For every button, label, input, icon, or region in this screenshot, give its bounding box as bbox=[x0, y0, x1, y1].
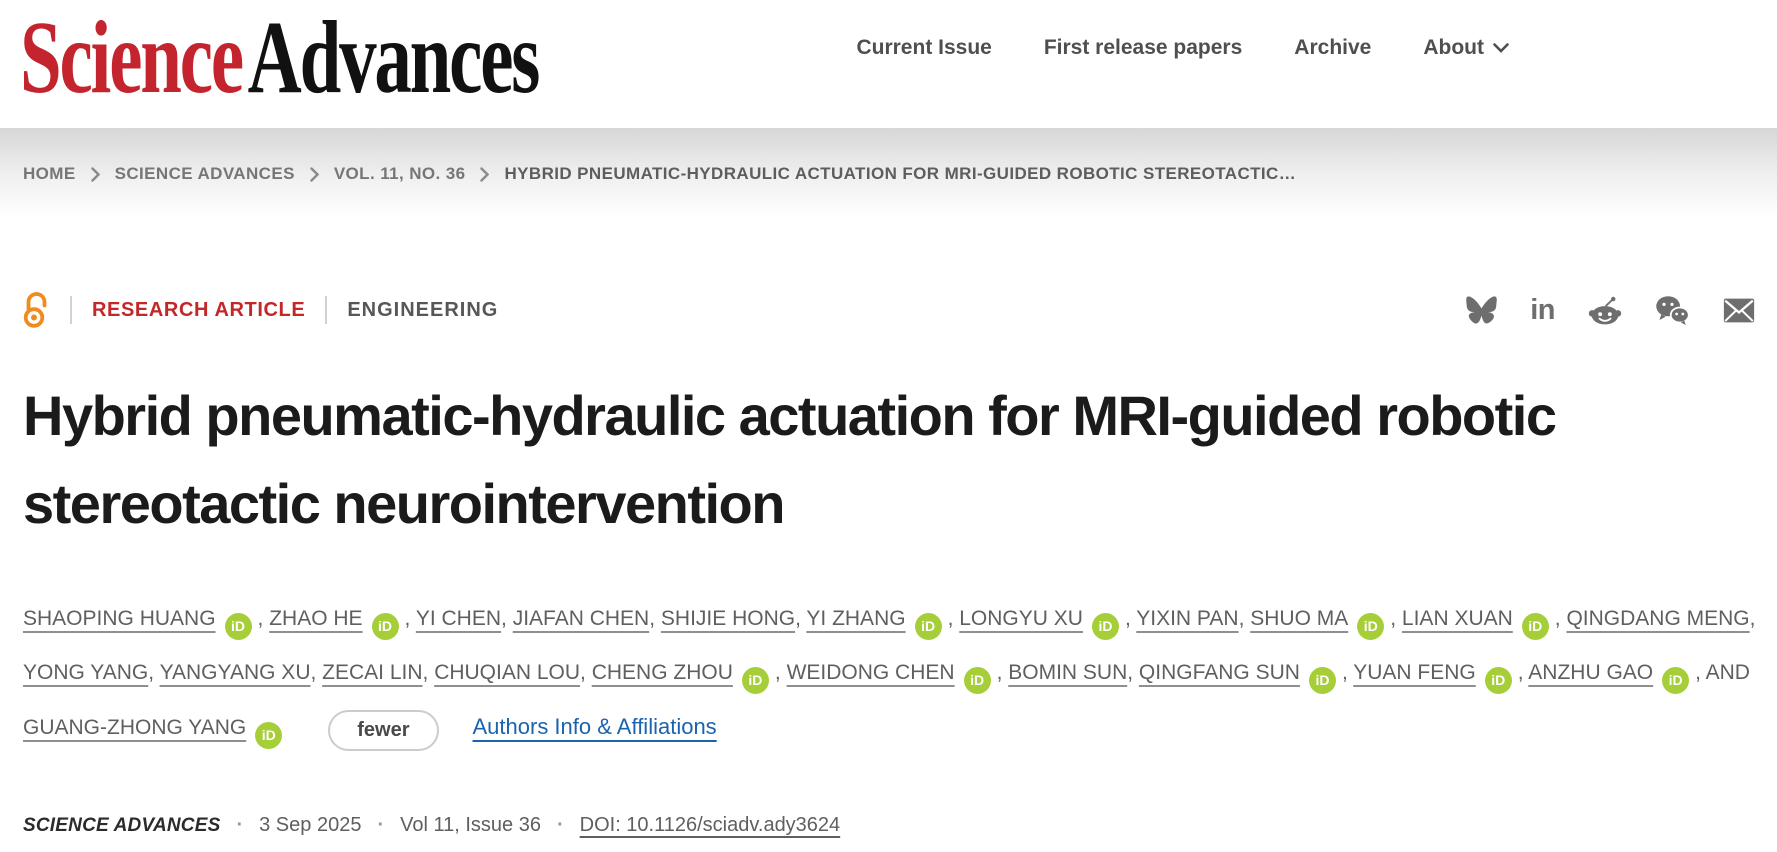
article-type-label: RESEARCH ARTICLE bbox=[92, 298, 306, 321]
breadcrumb-band bbox=[0, 128, 1777, 232]
orcid-icon[interactable]: iD bbox=[225, 613, 252, 640]
site-header bbox=[0, 0, 1777, 128]
author-link-lian-xuan[interactable]: LIAN XUAN bbox=[1401, 607, 1513, 630]
author-link-cheng-zhou[interactable]: CHENG ZHOU bbox=[591, 661, 733, 684]
author-link-yi-zhang[interactable]: YI ZHANG bbox=[806, 607, 906, 630]
article-meta-left bbox=[23, 292, 498, 328]
author-link-chuqian-lou[interactable]: CHUQIAN LOU bbox=[434, 661, 581, 684]
separator-dot: · bbox=[377, 814, 385, 836]
author-separator: , bbox=[310, 661, 323, 684]
article-title: Hybrid pneumatic-hydraulic actuation for MRI-guided robotic stereotactic neurointervention bbox=[23, 384, 1556, 535]
author-separator: , bbox=[1749, 607, 1756, 630]
authors-info-affiliations-link[interactable]: Authors Info & Affiliations bbox=[472, 714, 717, 739]
chevron-right-icon bbox=[310, 167, 319, 182]
chevron-right-icon bbox=[91, 167, 100, 182]
nav-item-first-release-papers[interactable]: First release papers bbox=[1043, 36, 1243, 59]
volume-issue: Vol 11, Issue 36 bbox=[400, 814, 541, 836]
linkedin-share-icon[interactable]: in bbox=[1530, 293, 1555, 326]
orcid-icon[interactable]: iD bbox=[742, 667, 769, 694]
wechat-share-icon[interactable] bbox=[1655, 295, 1690, 325]
nav-item-about[interactable]: About bbox=[1423, 36, 1509, 60]
logo-advances: Advances bbox=[247, 0, 539, 115]
breadcrumb-link-science-advances[interactable]: SCIENCE ADVANCES bbox=[114, 164, 295, 183]
nav-item-current-issue[interactable]: Current Issue bbox=[856, 36, 992, 59]
author-link-shaoping-huang[interactable]: SHAOPING HUANG bbox=[23, 607, 216, 630]
author-separator: , bbox=[795, 607, 807, 630]
share-icons bbox=[1466, 295, 1755, 325]
author-link-yong-yang[interactable]: YONG YANG bbox=[23, 661, 149, 684]
author-link-yixin-pan[interactable]: YIXIN PAN bbox=[1136, 607, 1239, 630]
author-separator: , bbox=[1517, 661, 1529, 684]
separator-dot: · bbox=[236, 814, 244, 836]
fewer-authors-button[interactable]: fewer bbox=[328, 710, 438, 751]
orcid-icon[interactable]: iD bbox=[255, 722, 282, 749]
orcid-icon[interactable]: iD bbox=[1309, 667, 1336, 694]
article-meta-row bbox=[23, 292, 1755, 328]
orcid-icon[interactable]: iD bbox=[1357, 613, 1384, 640]
logo-science: Science bbox=[20, 0, 242, 115]
journal-name: SCIENCE ADVANCES bbox=[23, 814, 221, 836]
author-separator: , bbox=[1390, 607, 1402, 630]
orcid-icon[interactable]: iD bbox=[915, 613, 942, 640]
science-advances-logo[interactable] bbox=[20, 0, 538, 118]
breadcrumb bbox=[23, 164, 1296, 184]
author-separator: , bbox=[422, 661, 435, 684]
divider bbox=[325, 296, 327, 324]
author-separator: , bbox=[1341, 661, 1354, 684]
main-nav bbox=[856, 36, 1509, 60]
orcid-icon[interactable]: iD bbox=[1522, 613, 1549, 640]
author-link-shuo-ma[interactable]: SHUO MA bbox=[1250, 607, 1349, 630]
author-link-jiafan-chen[interactable]: JIAFAN CHEN bbox=[512, 607, 650, 630]
author-separator: , bbox=[947, 607, 960, 630]
author-link-qingfang-sun[interactable]: QINGFANG SUN bbox=[1138, 661, 1300, 684]
reddit-share-icon[interactable] bbox=[1588, 295, 1622, 325]
author-separator: , bbox=[649, 607, 661, 630]
author-separator: , bbox=[1124, 607, 1137, 630]
author-separator: , bbox=[1127, 661, 1139, 684]
divider bbox=[70, 296, 72, 324]
author-link-bomin-sun[interactable]: BOMIN SUN bbox=[1008, 661, 1128, 684]
open-access-lock-icon bbox=[23, 292, 50, 328]
author-separator: , bbox=[996, 661, 1009, 684]
author-link-zhao-he[interactable]: ZHAO HE bbox=[269, 607, 363, 630]
author-separator: , bbox=[404, 607, 416, 630]
orcid-icon[interactable]: iD bbox=[1092, 613, 1119, 640]
author-link-longyu-xu[interactable]: LONGYU XU bbox=[959, 607, 1083, 630]
nav-item-archive[interactable]: Archive bbox=[1294, 36, 1372, 59]
chevron-right-icon bbox=[480, 167, 489, 182]
author-separator: , bbox=[257, 607, 270, 630]
author-link-yuan-feng[interactable]: YUAN FENG bbox=[1353, 661, 1476, 684]
author-separator: , bbox=[1554, 607, 1567, 630]
author-conjunction: , AND bbox=[1695, 661, 1750, 684]
publication-meta bbox=[23, 814, 840, 837]
publication-date: 3 Sep 2025 bbox=[259, 814, 362, 836]
doi-link[interactable]: DOI: 10.1126/sciadv.ady3624 bbox=[579, 814, 841, 836]
author-link-qingdang-meng[interactable]: QINGDANG MENG bbox=[1566, 607, 1750, 630]
breadcrumb-link-vol-11-no-36[interactable]: VOL. 11, NO. 36 bbox=[333, 164, 466, 183]
orcid-icon[interactable]: iD bbox=[1662, 667, 1689, 694]
author-link-weidong-chen[interactable]: WEIDONG CHEN bbox=[786, 661, 955, 684]
author-separator: , bbox=[774, 661, 787, 684]
author-link-guang-zhong-yang[interactable]: GUANG-ZHONG YANG bbox=[23, 716, 247, 739]
bluesky-share-icon[interactable] bbox=[1466, 296, 1497, 324]
breadcrumb-current: HYBRID PNEUMATIC-HYDRAULIC ACTUATION FOR MRI-GUIDED ROBOTIC STEREOTACTIC… bbox=[504, 164, 1297, 183]
subject-label: ENGINEERING bbox=[347, 298, 499, 321]
authors-block bbox=[23, 592, 1763, 755]
chevron-down-icon bbox=[1493, 43, 1509, 53]
orcid-icon[interactable]: iD bbox=[372, 613, 399, 640]
orcid-icon[interactable]: iD bbox=[1485, 667, 1512, 694]
breadcrumb-link-home[interactable]: HOME bbox=[23, 164, 76, 183]
author-link-yangyang-xu[interactable]: YANGYANG XU bbox=[159, 661, 311, 684]
email-share-icon[interactable] bbox=[1723, 298, 1755, 323]
separator-dot: · bbox=[556, 814, 564, 836]
author-link-shijie-hong[interactable]: SHIJIE HONG bbox=[660, 607, 796, 630]
orcid-icon[interactable]: iD bbox=[964, 667, 991, 694]
author-separator: , bbox=[1238, 607, 1251, 630]
author-link-zecai-lin[interactable]: ZECAI LIN bbox=[322, 661, 423, 684]
author-separator: , bbox=[148, 661, 160, 684]
author-link-anzhu-gao[interactable]: ANZHU GAO bbox=[1528, 661, 1654, 684]
author-separator: , bbox=[580, 661, 592, 684]
author-separator: , bbox=[501, 607, 513, 630]
author-link-yi-chen[interactable]: YI CHEN bbox=[415, 607, 502, 630]
